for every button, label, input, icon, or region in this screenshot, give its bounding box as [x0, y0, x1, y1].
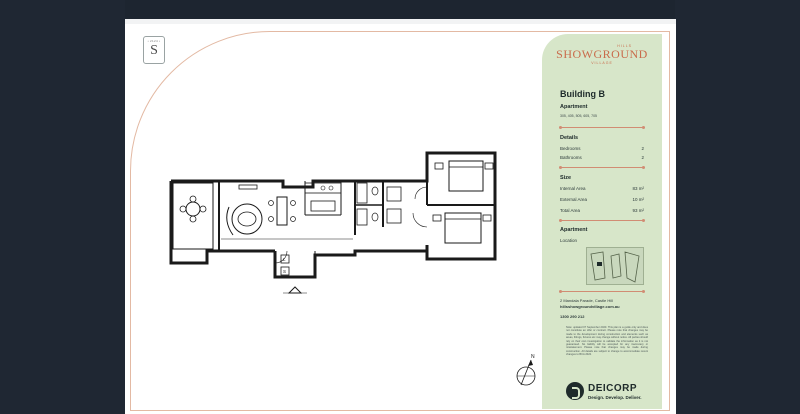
apartment-heading: Apartment — [560, 104, 588, 110]
brand-hills: HILLS — [617, 44, 632, 48]
detail-label: Bathrooms — [560, 155, 582, 160]
plan-label-storage: S — [283, 269, 287, 274]
divider — [560, 291, 644, 292]
divider — [560, 220, 644, 221]
viewer-right-margin — [675, 0, 800, 414]
page-top-strip — [125, 19, 676, 24]
deicorp-mark-icon — [566, 382, 584, 400]
detail-label: Bedrooms — [560, 146, 581, 151]
plan-label-linen: L — [283, 257, 286, 262]
phone-number[interactable]: 1300 290 212 — [560, 314, 585, 319]
divider — [560, 127, 644, 128]
floor-plan-drawing — [165, 147, 505, 307]
company-name: DEICORP — [588, 383, 638, 394]
size-label: Total Area — [560, 208, 581, 213]
location-label: Location — [560, 238, 578, 243]
compass-letter: N — [531, 354, 535, 360]
building-title: Building B — [560, 89, 605, 99]
company-tagline: Design. Develop. Deliver. — [588, 395, 642, 400]
site-logo-badge — [143, 36, 165, 64]
logo-small-text: • 2124 • — [147, 39, 161, 43]
project-brand — [542, 44, 662, 65]
detail-value: 2 — [641, 146, 644, 151]
detail-row-bathrooms — [560, 155, 644, 160]
compass-icon — [513, 356, 539, 390]
size-row-external — [560, 197, 644, 202]
detail-row-bedrooms — [560, 146, 644, 151]
brand-village: VILLAGE — [591, 61, 613, 65]
north-compass — [513, 356, 539, 390]
location-heading: Apartment — [560, 227, 588, 233]
size-label: Internal Area — [560, 186, 586, 191]
floor-plan-page — [125, 19, 676, 414]
disclaimer-text: Note: updated 07 September 2020. This plan is a guide only and does not constitute an offer or contract. Please note that changes may be made to the development during construction and elements such as areas, fittings, fixtures etc may change without notice. All parties should rely on their own investigation to validate the information as it is not guaranteed. No liability will be accepted for any inaccuracy or misstatement. Please note that changes may be made during construction. All details are subject to change to accommodate recent changes to BCA 2022. — [566, 326, 648, 357]
address-text: 2 Mandala Parade, Castle Hill — [560, 298, 613, 303]
apartment-numbers: 305, 405, 505, 605, 705 — [560, 114, 597, 118]
viewer-left-margin — [0, 0, 125, 414]
location-keyplan — [586, 247, 644, 285]
size-label: External Area — [560, 197, 588, 202]
developer-logo — [566, 381, 656, 403]
size-row-total — [560, 208, 644, 213]
detail-value: 2 — [641, 155, 644, 160]
size-row-internal — [560, 186, 644, 191]
keyplan-map — [587, 248, 645, 286]
website-link[interactable]: hillsshowgroundvillage.com.au — [560, 304, 620, 309]
brand-name: SHOWGROUND — [556, 47, 648, 61]
logo-letter: S — [150, 43, 158, 58]
size-heading: Size — [560, 175, 572, 181]
size-value: 93 m² — [632, 208, 644, 213]
apartment-info-panel — [542, 34, 662, 409]
size-value: 10 m² — [632, 197, 644, 202]
divider — [560, 167, 644, 168]
details-heading: Details — [560, 135, 579, 141]
contact-block — [560, 298, 620, 320]
size-value: 83 m² — [632, 186, 644, 191]
